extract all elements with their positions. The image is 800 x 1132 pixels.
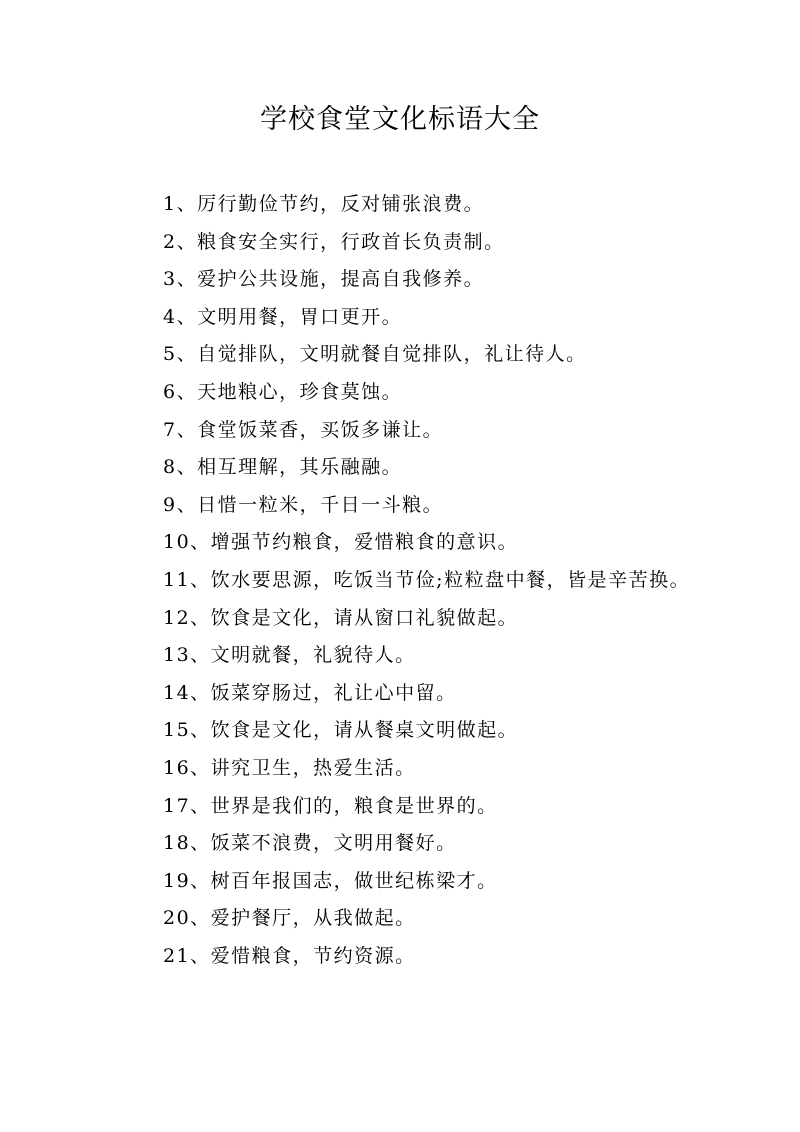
slogan-item: 13、文明就餐，礼貌待人。 <box>163 644 416 667</box>
slogan-item: 19、树百年报国志，做世纪栋梁才。 <box>163 869 498 892</box>
slogan-item: 9、日惜一粒米，千日一斗粮。 <box>163 493 444 516</box>
slogan-item: 18、饭菜不浪费，文明用餐好。 <box>163 832 457 855</box>
slogan-item: 11、饮水要思源，吃饭当节俭;粒粒盘中餐，皆是辛苦换。 <box>163 568 691 591</box>
slogan-item: 4、文明用餐，胃口更开。 <box>163 305 403 328</box>
slogan-item: 3、爱护公共设施，提高自我修养。 <box>163 268 485 291</box>
slogan-item: 10、增强节约粮食，爱惜粮食的意识。 <box>163 531 519 554</box>
slogan-item: 8、相互理解，其乐融融。 <box>163 456 403 479</box>
slogan-item: 6、天地粮心，珍食莫蚀。 <box>163 380 403 403</box>
slogan-item: 1、厉行勤俭节约，反对铺张浪费。 <box>163 193 485 215</box>
slogan-item: 17、世界是我们的，粮食是世界的。 <box>163 794 498 817</box>
slogan-item: 21、爱惜粮食，节约资源。 <box>163 944 416 967</box>
slogan-item: 20、爱护餐厅，从我做起。 <box>163 907 416 930</box>
slogan-item: 12、饮食是文化，请从窗口礼貌做起。 <box>163 606 519 629</box>
slogan-item: 2、粮食安全实行，行政首长负责制。 <box>163 230 505 253</box>
slogan-item: 16、讲究卫生，热爱生活。 <box>163 756 416 779</box>
slogan-item: 15、饮食是文化，请从餐桌文明做起。 <box>163 719 519 742</box>
slogan-item: 7、食堂饭菜香，买饭多谦让。 <box>163 418 444 441</box>
slogan-item: 14、饭菜穿肠过，礼让心中留。 <box>163 681 457 704</box>
page-title: 学校食堂文化标语大全 <box>260 104 540 135</box>
slogan-list <box>120 186 700 975</box>
slogan-item: 5、自觉排队，文明就餐自觉排队，礼让待人。 <box>163 343 587 366</box>
